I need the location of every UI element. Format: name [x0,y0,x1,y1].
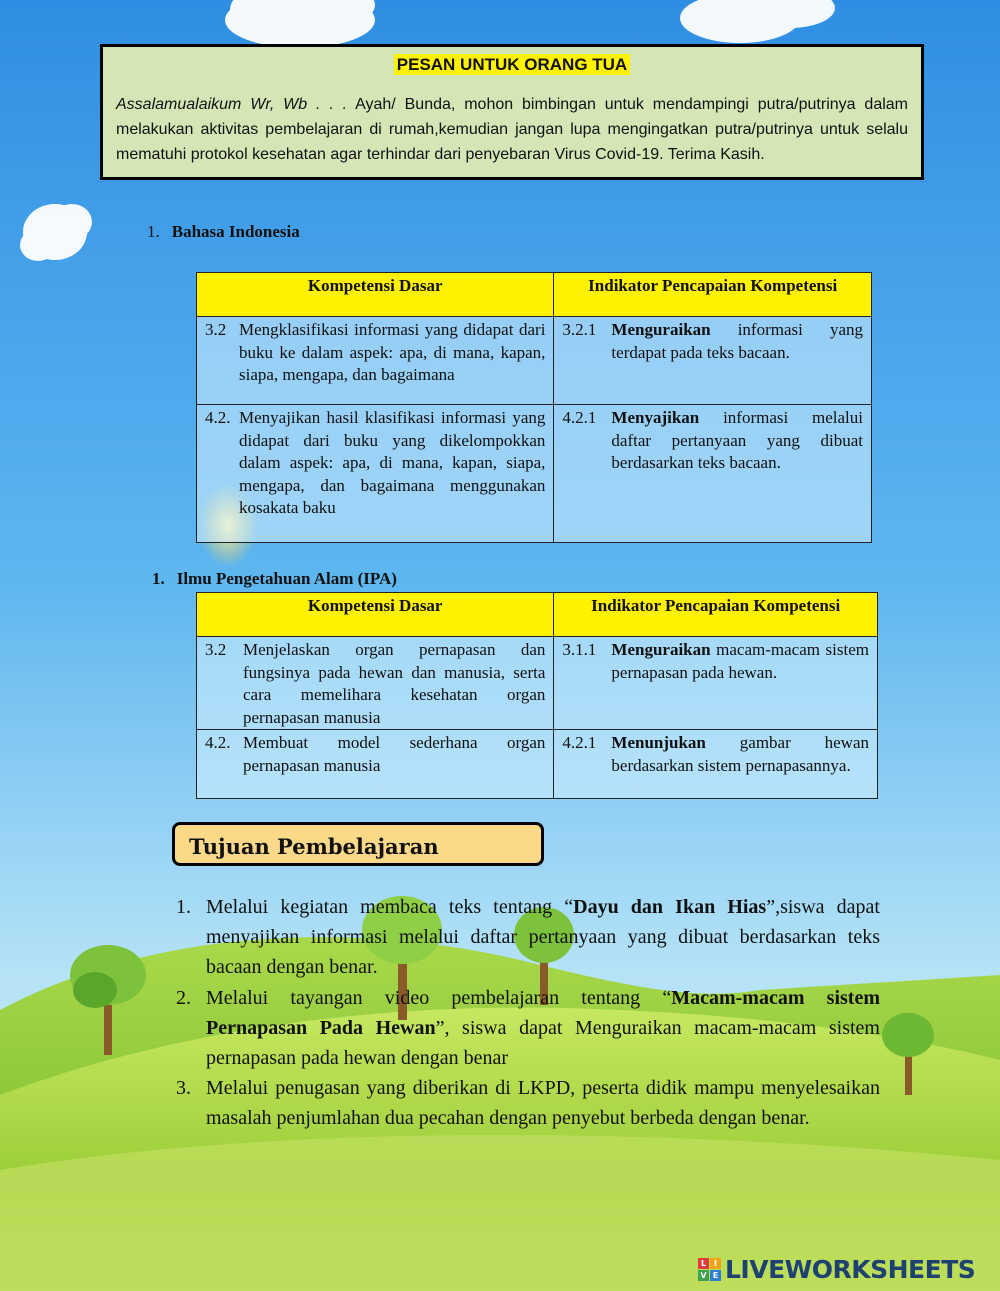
kd-text: Menjelaskan organ pernapasan dan fungsinya pada hewan dan manusia, serta cara memelihara kesehatan organ pernapasan manusia [243,640,546,727]
indicator-code: 3.1.1 [562,640,597,659]
column-header-indikator: Indikator Pencapaian Kompetensi [554,593,878,637]
indicator-text: Menguraikan informasi yang terdapat pada teks bacaan. [611,320,863,362]
kd-text: Menyajikan hasil klasifikasi informasi yang didapat dari buku yang dikelompokkan dalam aspek: apa, di mana, kapan, siapa, mengapa, dan bagaimana menggunakan kosakata baku [239,408,546,518]
indicator-code: 4.2.1 [562,733,597,753]
indicator-code: 3.2.1 [562,320,597,339]
liveworksheets-logo-icon: L I V E [698,1258,721,1281]
kd-code: 4.2. [205,733,231,753]
column-header-indikator: Indikator Pencapaian Kompetensi [554,273,872,317]
column-header-kompetensi-dasar: Kompetensi Dasar [197,593,554,637]
learning-objectives-list [176,892,880,1134]
indicator-code: 4.2.1 [562,408,597,427]
kd-code: 3.2 [205,320,227,339]
indicator-text: Menyajikan informasi melalui daftar pertanyaan yang dibuat berdasarkan teks bacaan. [611,408,863,473]
parent-message-text [116,92,908,167]
list-item: 2. Melalui tayangan video pembelajaran tentang “Macam-macam sistem Pernapasan Pada Hewan”, siswa dapat Menguraikan macam-macam sistem pernapasan pada hewan dengan benar [176,986,880,1070]
message-body: Ayah/ Bunda, mohon bimbingan untuk mendampingi putra/putrinya dalam melakukan aktivitas pembelajaran di rumah,kemudian jangan lupa mengingatkan putra/putrinya untuk selalu mematuhi protokol kesehatan agar terhindar dari penyebaran Virus Covid-19. Terima Kasih. [116,96,908,163]
section-heading-ipa: 1. Ilmu Pengetahuan Alam (IPA) [152,569,397,588]
liveworksheets-logo-text: LIVEWORKSHEETS [725,1254,976,1284]
table-row [197,730,878,799]
greeting-text: Assalamualaikum Wr, Wb . . . [116,96,348,113]
column-header-kompetensi-dasar: Kompetensi Dasar [197,273,554,317]
indicator-text: Menguraikan macam-macam sistem pernapasan pada hewan. [611,640,869,682]
kd-code: 3.2 [205,640,227,659]
competency-table-bahasa-indonesia [196,272,872,543]
table-row [197,405,872,543]
competency-table-ipa [196,592,878,799]
learning-objectives-heading: Tujuan Pembelajaran [172,822,544,866]
kd-code: 4.2. [205,408,231,427]
kd-text: Membuat model sederhana organ pernapasan manusia [243,733,546,775]
parent-message-title: PESAN UNTUK ORANG TUA [103,55,921,75]
list-item: 3. Melalui penugasan yang diberikan di LKPD, peserta didik mampu menyelesaikan masalah penjumlahan dua pecahan dengan penyebut berbeda dengan benar. [176,1077,880,1130]
table-row [197,637,878,730]
indicator-text: Menunjukan gambar hewan berdasarkan sistem pernapasannya. [611,733,869,775]
section-heading-bahasa-indonesia: 1. Bahasa Indonesia [147,222,300,241]
list-item: 1. Melalui kegiatan membaca teks tentang “Dayu dan Ikan Hias”,siswa dapat menyajikan informasi melalui daftar pertanyaan yang dibuat berdasarkan teks bacaan dengan benar. [176,896,880,979]
liveworksheets-logo[interactable] [698,1254,975,1284]
table-row [197,317,872,405]
kd-text: Mengklasifikasi informasi yang didapat dari buku ke dalam aspek: apa, di mana, kapan, siapa, mengapa, dan bagaimana [239,320,546,385]
parent-message-box [100,44,924,180]
